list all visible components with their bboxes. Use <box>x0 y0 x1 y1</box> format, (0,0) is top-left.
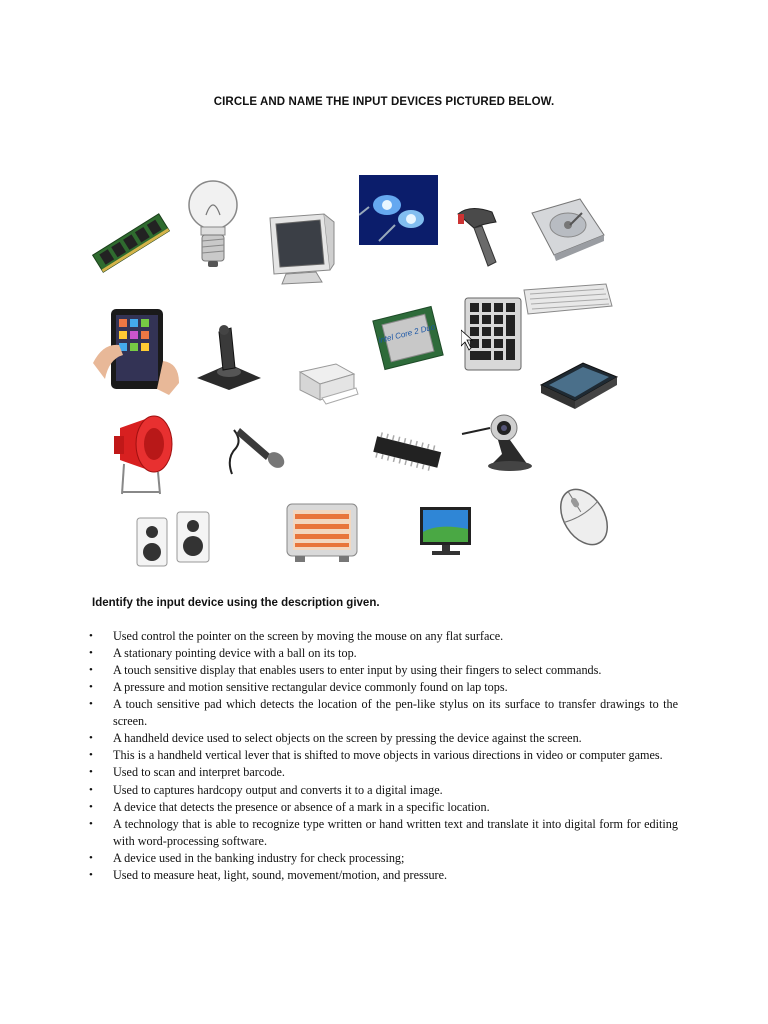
heater-icon <box>283 502 361 564</box>
mouse-icon <box>547 483 622 550</box>
list-item <box>88 662 678 679</box>
list-item-text: A handheld device used to select objects on the screen by pressing the device against the screen. <box>113 731 582 746</box>
flatbed-scanner-icon <box>537 355 619 413</box>
list-item <box>88 799 678 816</box>
list-item <box>88 645 678 662</box>
list-item <box>88 867 678 884</box>
bullet-icon: • <box>89 732 93 745</box>
list-item <box>88 679 678 696</box>
list-item-text: A technology that is able to recognize type written or hand written text and translate it into digital form for editing with word-processing software. <box>113 816 678 848</box>
list-item-text: A pressure and motion sensitive rectangular device commonly found on lap tops. <box>113 680 508 695</box>
list-item-text: A touch sensitive display that enables users to enter input by using their fingers to select commands. <box>113 663 602 678</box>
bullet-icon: • <box>89 783 93 796</box>
bullet-icon: • <box>89 698 93 711</box>
bullet-icon: • <box>89 851 93 864</box>
ram-module-icon <box>88 205 174 280</box>
list-item-text: Used to measure heat, light, sound, movement/motion, and pressure. <box>113 867 448 882</box>
crt-monitor-icon <box>264 210 336 288</box>
bullet-icon: • <box>89 868 93 881</box>
page-title: CIRCLE AND NAME THE INPUT DEVICES PICTURED BELOW. <box>213 96 555 108</box>
list-item-text: A device used in the banking industry for check processing; <box>113 850 405 865</box>
list-item-text: A device that detects the presence or absence of a mark in a specific location. <box>113 799 490 814</box>
webcam-icon <box>460 408 538 474</box>
keypad-icon <box>461 296 525 372</box>
description-list <box>88 628 678 884</box>
list-item-text: Used control the pointer on the screen by moving the mouse on any flat surface. <box>113 629 504 643</box>
list-item-text: A touch sensitive pad which detects the location of the pen-like stylus on its surface to transfer drawings to the screen. <box>113 697 678 729</box>
list-item-text: Used to captures hardcopy output and converts it to a digital image. <box>113 782 443 797</box>
microphone-icon <box>226 418 290 476</box>
bullet-icon: • <box>89 647 93 660</box>
list-item <box>88 628 678 645</box>
list-item <box>88 816 678 850</box>
list-item <box>88 850 678 867</box>
ic-chip-icon <box>370 428 444 478</box>
bullet-icon: • <box>89 766 93 779</box>
bullet-icon: • <box>89 681 93 694</box>
joystick-icon <box>193 320 265 392</box>
light-bulb-icon <box>186 175 241 273</box>
list-item-text: This is a handheld vertical lever that is shifted to move objects in various directions in video or computer games. <box>113 748 663 763</box>
blue-leds-icon <box>359 175 438 245</box>
section-subheading: Identify the input device using the description given. <box>92 597 380 609</box>
list-item <box>88 730 678 747</box>
chip-label: intel Core 2 Duo <box>377 322 437 345</box>
barcode-scanner-icon <box>452 202 512 270</box>
tablet-touchscreen-icon <box>93 303 181 398</box>
loudspeaker-horn-icon <box>110 412 185 497</box>
list-item-text: Used to scan and interpret barcode. <box>113 765 285 780</box>
printer-icon <box>292 358 360 406</box>
speakers-icon <box>133 510 213 570</box>
list-item <box>88 782 678 799</box>
list-item <box>88 696 678 730</box>
hard-drive-icon <box>524 195 608 261</box>
bullet-icon: • <box>89 749 93 762</box>
bullet-icon: • <box>89 664 93 677</box>
keyboard-icon <box>520 280 614 318</box>
list-item <box>88 747 678 764</box>
list-item <box>88 764 678 781</box>
bullet-icon: • <box>89 817 93 830</box>
bullet-icon: • <box>89 800 93 813</box>
list-item-text: A stationary pointing device with a ball on its top. <box>113 646 357 661</box>
bullet-icon: • <box>89 630 93 642</box>
lcd-monitor-icon <box>418 505 473 559</box>
cpu-chip-icon <box>368 303 448 373</box>
